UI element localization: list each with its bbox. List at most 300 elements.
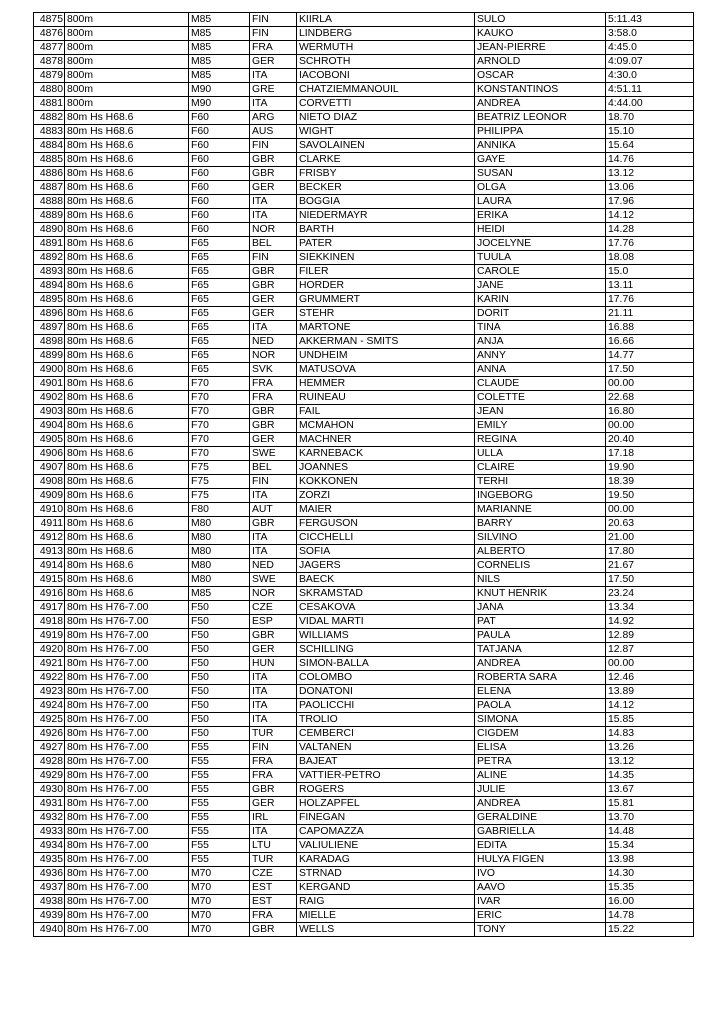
surname-cell: WIGHT (297, 125, 475, 139)
table-row (34, 391, 694, 405)
table-row (34, 727, 694, 741)
table-row (34, 55, 694, 69)
first-name-cell: ANNIKA (475, 139, 606, 153)
result-cell: 17.96 (606, 195, 694, 209)
event-cell: 80m Hs H76-7.00 (65, 741, 189, 755)
result-cell: 15.10 (606, 125, 694, 139)
first-name-cell: JOCELYNE (475, 237, 606, 251)
row-number-cell: 4875 (34, 13, 65, 27)
event-cell: 80m Hs H68.6 (65, 517, 189, 531)
surname-cell: MACHNER (297, 433, 475, 447)
first-name-cell: JEAN (475, 405, 606, 419)
event-cell: 80m Hs H68.6 (65, 139, 189, 153)
table-row (34, 923, 694, 937)
result-cell: 5:11.43 (606, 13, 694, 27)
table-row (34, 517, 694, 531)
result-cell: 21.11 (606, 307, 694, 321)
country-cell: CZE (250, 867, 297, 881)
row-number-cell: 4880 (34, 83, 65, 97)
surname-cell: NIEDERMAYR (297, 209, 475, 223)
category-cell: F55 (189, 769, 250, 783)
row-number-cell: 4887 (34, 181, 65, 195)
category-cell: F65 (189, 293, 250, 307)
result-cell: 14.76 (606, 153, 694, 167)
country-cell: NOR (250, 587, 297, 601)
row-number-cell: 4881 (34, 97, 65, 111)
result-cell: 15.64 (606, 139, 694, 153)
event-cell: 80m Hs H76-7.00 (65, 895, 189, 909)
first-name-cell: PAOLA (475, 699, 606, 713)
table-row (34, 461, 694, 475)
country-cell: ITA (250, 69, 297, 83)
surname-cell: KERGAND (297, 881, 475, 895)
category-cell: M80 (189, 573, 250, 587)
first-name-cell: JANA (475, 601, 606, 615)
event-cell: 80m Hs H68.6 (65, 111, 189, 125)
result-cell: 18.39 (606, 475, 694, 489)
event-cell: 80m Hs H68.6 (65, 125, 189, 139)
country-cell: FIN (250, 475, 297, 489)
surname-cell: BAECK (297, 573, 475, 587)
result-cell: 12.87 (606, 643, 694, 657)
event-cell: 80m Hs H76-7.00 (65, 881, 189, 895)
result-cell: 18.08 (606, 251, 694, 265)
table-row (34, 545, 694, 559)
result-cell: 16.66 (606, 335, 694, 349)
event-cell: 800m (65, 83, 189, 97)
country-cell: ITA (250, 531, 297, 545)
category-cell: M85 (189, 587, 250, 601)
first-name-cell: BARRY (475, 517, 606, 531)
table-row (34, 279, 694, 293)
category-cell: F50 (189, 629, 250, 643)
row-number-cell: 4902 (34, 391, 65, 405)
surname-cell: ZORZI (297, 489, 475, 503)
table-row (34, 601, 694, 615)
country-cell: LTU (250, 839, 297, 853)
table-row (34, 839, 694, 853)
result-cell: 3:58.0 (606, 27, 694, 41)
row-number-cell: 4877 (34, 41, 65, 55)
event-cell: 80m Hs H76-7.00 (65, 713, 189, 727)
event-cell: 80m Hs H68.6 (65, 503, 189, 517)
result-cell: 4:44.00 (606, 97, 694, 111)
first-name-cell: SIMONA (475, 713, 606, 727)
category-cell: F55 (189, 755, 250, 769)
result-cell: 15.22 (606, 923, 694, 937)
event-cell: 80m Hs H68.6 (65, 335, 189, 349)
row-number-cell: 4903 (34, 405, 65, 419)
table-row (34, 559, 694, 573)
surname-cell: MARTONE (297, 321, 475, 335)
category-cell: F60 (189, 139, 250, 153)
results-table (33, 12, 694, 937)
country-cell: ITA (250, 699, 297, 713)
table-row (34, 139, 694, 153)
first-name-cell: IVAR (475, 895, 606, 909)
row-number-cell: 4888 (34, 195, 65, 209)
first-name-cell: ANJA (475, 335, 606, 349)
row-number-cell: 4925 (34, 713, 65, 727)
first-name-cell: COLETTE (475, 391, 606, 405)
event-cell: 80m Hs H68.6 (65, 573, 189, 587)
country-cell: GER (250, 643, 297, 657)
country-cell: FRA (250, 377, 297, 391)
country-cell: GBR (250, 517, 297, 531)
result-cell: 18.70 (606, 111, 694, 125)
row-number-cell: 4910 (34, 503, 65, 517)
event-cell: 80m Hs H68.6 (65, 279, 189, 293)
surname-cell: CHATZIEMMANOUIL (297, 83, 475, 97)
country-cell: ITA (250, 545, 297, 559)
category-cell: M85 (189, 27, 250, 41)
first-name-cell: TINA (475, 321, 606, 335)
country-cell: ITA (250, 825, 297, 839)
result-cell: 15.85 (606, 713, 694, 727)
event-cell: 800m (65, 69, 189, 83)
surname-cell: FINEGAN (297, 811, 475, 825)
table-row (34, 881, 694, 895)
event-cell: 80m Hs H76-7.00 (65, 643, 189, 657)
surname-cell: CICCHELLI (297, 531, 475, 545)
row-number-cell: 4935 (34, 853, 65, 867)
event-cell: 80m Hs H68.6 (65, 349, 189, 363)
row-number-cell: 4937 (34, 881, 65, 895)
surname-cell: VATTIER-PETRO (297, 769, 475, 783)
country-cell: HUN (250, 657, 297, 671)
category-cell: F75 (189, 461, 250, 475)
row-number-cell: 4927 (34, 741, 65, 755)
result-cell: 16.88 (606, 321, 694, 335)
event-cell: 80m Hs H68.6 (65, 531, 189, 545)
surname-cell: SCHROTH (297, 55, 475, 69)
category-cell: M80 (189, 517, 250, 531)
category-cell: M70 (189, 909, 250, 923)
category-cell: M85 (189, 41, 250, 55)
row-number-cell: 4882 (34, 111, 65, 125)
row-number-cell: 4876 (34, 27, 65, 41)
table-row (34, 685, 694, 699)
surname-cell: CAPOMAZZA (297, 825, 475, 839)
category-cell: F70 (189, 405, 250, 419)
table-row (34, 265, 694, 279)
result-cell: 14.77 (606, 349, 694, 363)
surname-cell: BARTH (297, 223, 475, 237)
table-row (34, 153, 694, 167)
surname-cell: WILLIAMS (297, 629, 475, 643)
first-name-cell: BEATRIZ LEONOR (475, 111, 606, 125)
first-name-cell: JEAN-PIERRE (475, 41, 606, 55)
category-cell: F70 (189, 419, 250, 433)
country-cell: GBR (250, 153, 297, 167)
result-cell: 19.90 (606, 461, 694, 475)
country-cell: NED (250, 559, 297, 573)
event-cell: 80m Hs H68.6 (65, 167, 189, 181)
category-cell: F60 (189, 167, 250, 181)
event-cell: 80m Hs H76-7.00 (65, 615, 189, 629)
category-cell: M85 (189, 69, 250, 83)
row-number-cell: 4879 (34, 69, 65, 83)
result-cell: 13.26 (606, 741, 694, 755)
event-cell: 80m Hs H76-7.00 (65, 699, 189, 713)
category-cell: F70 (189, 377, 250, 391)
country-cell: TUR (250, 727, 297, 741)
result-cell: 14.12 (606, 209, 694, 223)
table-row (34, 755, 694, 769)
table-row (34, 503, 694, 517)
row-number-cell: 4878 (34, 55, 65, 69)
category-cell: F60 (189, 223, 250, 237)
surname-cell: CEMBERCI (297, 727, 475, 741)
country-cell: GER (250, 307, 297, 321)
event-cell: 80m Hs H68.6 (65, 293, 189, 307)
category-cell: F55 (189, 825, 250, 839)
country-cell: FRA (250, 909, 297, 923)
result-cell: 17.50 (606, 573, 694, 587)
row-number-cell: 4894 (34, 279, 65, 293)
country-cell: AUT (250, 503, 297, 517)
first-name-cell: KNUT HENRIK (475, 587, 606, 601)
category-cell: F75 (189, 475, 250, 489)
first-name-cell: AAVO (475, 881, 606, 895)
first-name-cell: CLAIRE (475, 461, 606, 475)
table-row (34, 783, 694, 797)
country-cell: GBR (250, 405, 297, 419)
table-row (34, 895, 694, 909)
event-cell: 80m Hs H76-7.00 (65, 601, 189, 615)
table-row (34, 769, 694, 783)
country-cell: BEL (250, 461, 297, 475)
first-name-cell: DORIT (475, 307, 606, 321)
country-cell: ITA (250, 195, 297, 209)
surname-cell: PAOLICCHI (297, 699, 475, 713)
category-cell: M90 (189, 83, 250, 97)
category-cell: F60 (189, 125, 250, 139)
first-name-cell: SUSAN (475, 167, 606, 181)
surname-cell: AKKERMAN - SMITS (297, 335, 475, 349)
country-cell: GBR (250, 923, 297, 937)
table-row (34, 237, 694, 251)
first-name-cell: TERHI (475, 475, 606, 489)
surname-cell: WELLS (297, 923, 475, 937)
result-cell: 13.06 (606, 181, 694, 195)
row-number-cell: 4924 (34, 699, 65, 713)
result-cell: 14.35 (606, 769, 694, 783)
first-name-cell: CIGDEM (475, 727, 606, 741)
row-number-cell: 4892 (34, 251, 65, 265)
result-cell: 00.00 (606, 419, 694, 433)
event-cell: 80m Hs H68.6 (65, 237, 189, 251)
table-row (34, 657, 694, 671)
result-cell: 16.00 (606, 895, 694, 909)
table-row (34, 615, 694, 629)
event-cell: 80m Hs H68.6 (65, 377, 189, 391)
table-row (34, 489, 694, 503)
result-cell: 12.46 (606, 671, 694, 685)
table-row (34, 909, 694, 923)
table-row (34, 475, 694, 489)
first-name-cell: HEIDI (475, 223, 606, 237)
result-cell: 20.40 (606, 433, 694, 447)
category-cell: F50 (189, 615, 250, 629)
category-cell: F50 (189, 671, 250, 685)
row-number-cell: 4886 (34, 167, 65, 181)
row-number-cell: 4901 (34, 377, 65, 391)
country-cell: AUS (250, 125, 297, 139)
row-number-cell: 4896 (34, 307, 65, 321)
result-cell: 21.67 (606, 559, 694, 573)
country-cell: NED (250, 335, 297, 349)
surname-cell: PATER (297, 237, 475, 251)
result-cell: 19.50 (606, 489, 694, 503)
result-cell: 14.28 (606, 223, 694, 237)
result-cell: 4:45.0 (606, 41, 694, 55)
surname-cell: WERMUTH (297, 41, 475, 55)
result-cell: 4:09.07 (606, 55, 694, 69)
surname-cell: GRUMMERT (297, 293, 475, 307)
row-number-cell: 4915 (34, 573, 65, 587)
surname-cell: FRISBY (297, 167, 475, 181)
result-cell: 4:30.0 (606, 69, 694, 83)
table-row (34, 713, 694, 727)
result-cell: 16.80 (606, 405, 694, 419)
surname-cell: MIELLE (297, 909, 475, 923)
country-cell: ESP (250, 615, 297, 629)
first-name-cell: ANDREA (475, 97, 606, 111)
row-number-cell: 4904 (34, 419, 65, 433)
country-cell: FRA (250, 769, 297, 783)
row-number-cell: 4913 (34, 545, 65, 559)
surname-cell: FILER (297, 265, 475, 279)
surname-cell: LINDBERG (297, 27, 475, 41)
row-number-cell: 4926 (34, 727, 65, 741)
result-cell: 13.34 (606, 601, 694, 615)
table-row (34, 811, 694, 825)
event-cell: 80m Hs H76-7.00 (65, 769, 189, 783)
first-name-cell: PAT (475, 615, 606, 629)
row-number-cell: 4883 (34, 125, 65, 139)
row-number-cell: 4899 (34, 349, 65, 363)
first-name-cell: ALBERTO (475, 545, 606, 559)
result-cell: 14.78 (606, 909, 694, 923)
result-cell: 4:51.11 (606, 83, 694, 97)
surname-cell: FAIL (297, 405, 475, 419)
category-cell: M70 (189, 923, 250, 937)
first-name-cell: CLAUDE (475, 377, 606, 391)
result-cell: 13.98 (606, 853, 694, 867)
result-cell: 14.92 (606, 615, 694, 629)
table-row (34, 587, 694, 601)
event-cell: 80m Hs H76-7.00 (65, 909, 189, 923)
first-name-cell: GAYE (475, 153, 606, 167)
surname-cell: NIETO DIAZ (297, 111, 475, 125)
table-row (34, 223, 694, 237)
event-cell: 80m Hs H68.6 (65, 461, 189, 475)
table-row (34, 531, 694, 545)
row-number-cell: 4909 (34, 489, 65, 503)
table-row (34, 629, 694, 643)
table-row (34, 699, 694, 713)
result-cell: 13.11 (606, 279, 694, 293)
category-cell: M90 (189, 97, 250, 111)
country-cell: SWE (250, 447, 297, 461)
row-number-cell: 4893 (34, 265, 65, 279)
country-cell: FRA (250, 755, 297, 769)
category-cell: F50 (189, 601, 250, 615)
event-cell: 80m Hs H68.6 (65, 265, 189, 279)
table-row (34, 867, 694, 881)
surname-cell: COLOMBO (297, 671, 475, 685)
row-number-cell: 4911 (34, 517, 65, 531)
category-cell: F50 (189, 713, 250, 727)
first-name-cell: ERIC (475, 909, 606, 923)
table-row (34, 27, 694, 41)
event-cell: 80m Hs H68.6 (65, 251, 189, 265)
table-row (34, 447, 694, 461)
surname-cell: KARNEBACK (297, 447, 475, 461)
surname-cell: IACOBONI (297, 69, 475, 83)
table-row (34, 125, 694, 139)
surname-cell: FERGUSON (297, 517, 475, 531)
event-cell: 80m Hs H76-7.00 (65, 755, 189, 769)
surname-cell: SCHILLING (297, 643, 475, 657)
category-cell: F70 (189, 433, 250, 447)
category-cell: F50 (189, 685, 250, 699)
country-cell: ITA (250, 489, 297, 503)
category-cell: F65 (189, 335, 250, 349)
first-name-cell: ELISA (475, 741, 606, 755)
category-cell: F55 (189, 783, 250, 797)
surname-cell: SAVOLAINEN (297, 139, 475, 153)
country-cell: ITA (250, 209, 297, 223)
category-cell: F60 (189, 209, 250, 223)
table-row (34, 349, 694, 363)
event-cell: 80m Hs H68.6 (65, 391, 189, 405)
row-number-cell: 4900 (34, 363, 65, 377)
row-number-cell: 4929 (34, 769, 65, 783)
first-name-cell: CAROLE (475, 265, 606, 279)
category-cell: F50 (189, 643, 250, 657)
surname-cell: CESAKOVA (297, 601, 475, 615)
first-name-cell: JANE (475, 279, 606, 293)
event-cell: 800m (65, 97, 189, 111)
row-number-cell: 4921 (34, 657, 65, 671)
first-name-cell: EDITA (475, 839, 606, 853)
country-cell: EST (250, 895, 297, 909)
category-cell: F55 (189, 741, 250, 755)
country-cell: IRL (250, 811, 297, 825)
surname-cell: SKRAMSTAD (297, 587, 475, 601)
event-cell: 80m Hs H68.6 (65, 321, 189, 335)
event-cell: 80m Hs H68.6 (65, 559, 189, 573)
event-cell: 80m Hs H76-7.00 (65, 923, 189, 937)
first-name-cell: ANNY (475, 349, 606, 363)
table-row (34, 209, 694, 223)
event-cell: 80m Hs H68.6 (65, 363, 189, 377)
first-name-cell: KARIN (475, 293, 606, 307)
first-name-cell: OSCAR (475, 69, 606, 83)
first-name-cell: CORNELIS (475, 559, 606, 573)
row-number-cell: 4940 (34, 923, 65, 937)
row-number-cell: 4889 (34, 209, 65, 223)
result-cell: 13.70 (606, 811, 694, 825)
table-row (34, 167, 694, 181)
row-number-cell: 4897 (34, 321, 65, 335)
surname-cell: HORDER (297, 279, 475, 293)
row-number-cell: 4898 (34, 335, 65, 349)
first-name-cell: INGEBORG (475, 489, 606, 503)
event-cell: 80m Hs H68.6 (65, 153, 189, 167)
